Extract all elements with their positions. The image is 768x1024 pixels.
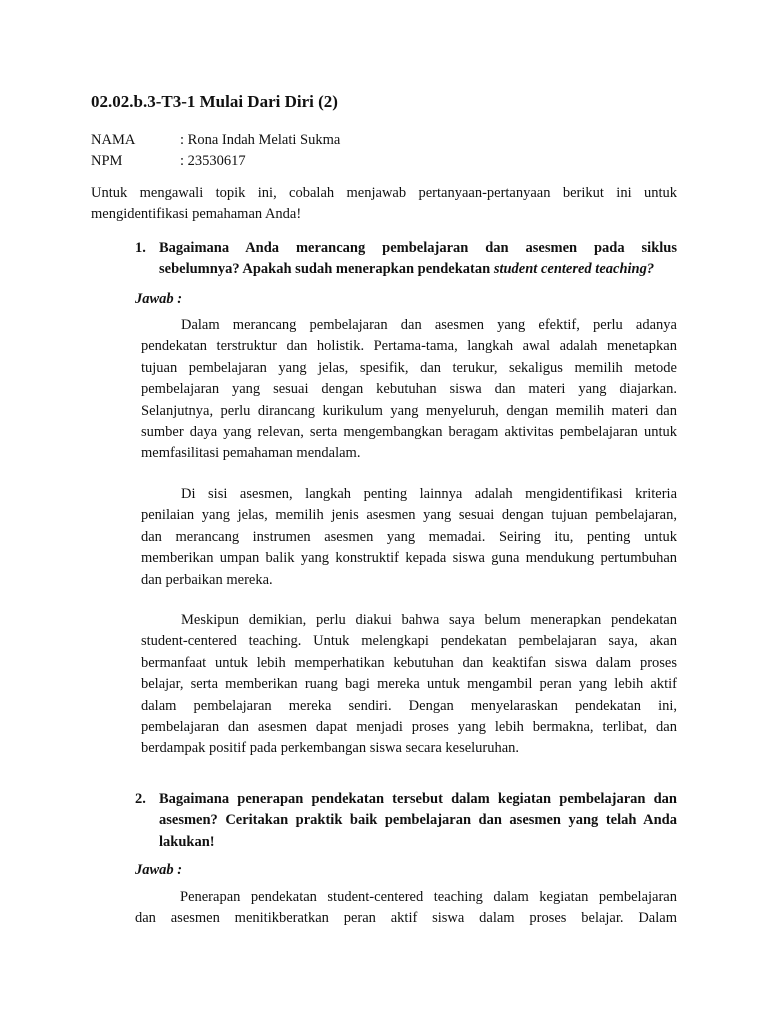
question-1-number: 1. bbox=[135, 240, 146, 256]
question-line: asesmen? Ceritakan praktik baik pembelajaran dan asesmen yang telah Anda bbox=[159, 812, 677, 829]
answer-1-paragraph-1 bbox=[141, 315, 677, 465]
question-2-text bbox=[159, 789, 677, 853]
answer-line: Penerapan pendekatan student-centered teaching dalam kegiatan pembelajaran bbox=[180, 889, 677, 905]
name-label: NAMA bbox=[91, 132, 136, 148]
answer-line: Di sisi asesmen, langkah penting lainnya adalah mengidentifikasi kriteria bbox=[181, 486, 677, 502]
answer-1-label: Jawab : bbox=[135, 291, 183, 307]
question-italic-term: student centered teaching? bbox=[493, 261, 655, 278]
answer-line: belajar, serta memberikan ruang bagi mereka untuk mengambil peran yang lebih aktif bbox=[141, 676, 677, 693]
answer-2-label: Jawab : bbox=[135, 862, 183, 878]
answer-line: berdampak positif pada perkembangan siswa secara keseluruhan. bbox=[141, 740, 520, 757]
answer-line: sumber daya yang relevan, serta mengembangkan beragam aktivitas pembelajaran untuk bbox=[141, 423, 677, 440]
answer-line: student-centered teaching. Untuk melengkapi pendekatan pembelajaran saya, akan bbox=[141, 633, 677, 650]
answer-line: Meskipun demikian, perlu diakui bahwa saya belum menerapkan pendekatan bbox=[181, 612, 677, 628]
answer-1-paragraph-2 bbox=[141, 484, 677, 591]
answer-line: memfasilitasi pemahaman mendalam. bbox=[141, 445, 361, 462]
answer-line: Selanjutnya, perlu dirancang kurikulum yang menyeluruh, dengan memilih materi dan bbox=[141, 402, 677, 419]
answer-line: bermanfaat untuk lebih memperhatikan kebutuhan dan keaktifan siswa dalam proses bbox=[141, 654, 677, 671]
answer-line: penilaian yang jelas, memilih jenis asesmen yang sesuai dengan tujuan pembelajaran, bbox=[141, 507, 677, 524]
answer-1-paragraph-3 bbox=[141, 610, 677, 760]
answer-line: dan merancang instrumen asesmen yang memadai. Seiring itu, penting untuk bbox=[141, 528, 677, 545]
npm-value: : 23530617 bbox=[180, 153, 246, 169]
answer-line: tujuan pembelajaran yang jelas, spesifik, dan terukur, sekaligus memilih metode bbox=[141, 359, 677, 376]
question-line: lakukan! bbox=[159, 833, 215, 850]
intro-line: mengidentifikasi pemahaman Anda! bbox=[91, 206, 302, 223]
intro-line: Untuk mengawali topik ini, cobalah menjawab pertanyaan-pertanyaan berikut ini untuk bbox=[91, 185, 677, 201]
question-line: Bagaimana Anda merancang pembelajaran dan asesmen pada siklus bbox=[159, 240, 677, 256]
question-line: Bagaimana penerapan pendekatan tersebut dalam kegiatan pembelajaran dan bbox=[159, 791, 677, 807]
answer-line: memberikan umpan balik yang konstruktif kepada siswa guna mendukung pertumbuhan bbox=[141, 550, 677, 567]
answer-line: pendekatan terstruktur dan holistik. Pertama-tama, langkah awal adalah menetapkan bbox=[141, 338, 677, 355]
answer-line: dan perbaikan mereka. bbox=[141, 571, 273, 588]
answer-line: Dalam merancang pembelajaran dan asesmen yang efektif, perlu adanya bbox=[181, 317, 677, 333]
answer-2-paragraph-1 bbox=[135, 887, 677, 930]
answer-line: pembelajaran dan asesmen dapat menjadi proses yang lebih bermakna, terlibat, dan bbox=[141, 718, 677, 735]
question-1-text bbox=[159, 238, 677, 281]
document-title: 02.02.b.3-T3-1 Mulai Dari Diri (2) bbox=[91, 92, 338, 111]
question-line-text: sebelumnya? Apakah sudah menerapkan pendekatan bbox=[159, 261, 494, 278]
intro-paragraph bbox=[91, 183, 677, 226]
question-line bbox=[159, 259, 677, 280]
answer-line: pembelajaran yang sesuai dengan kebutuhan siswa dan materi yang diajarkan. bbox=[141, 381, 677, 398]
name-value: : Rona Indah Melati Sukma bbox=[180, 132, 341, 148]
answer-line: dan asesmen menitikberatkan peran aktif siswa dalam proses belajar. Dalam bbox=[135, 910, 677, 927]
npm-label: NPM bbox=[91, 153, 123, 169]
answer-line: dalam pembelajaran mereka sendiri. Dengan menyelaraskan pendekatan ini, bbox=[141, 697, 677, 714]
question-2-number: 2. bbox=[135, 791, 146, 807]
